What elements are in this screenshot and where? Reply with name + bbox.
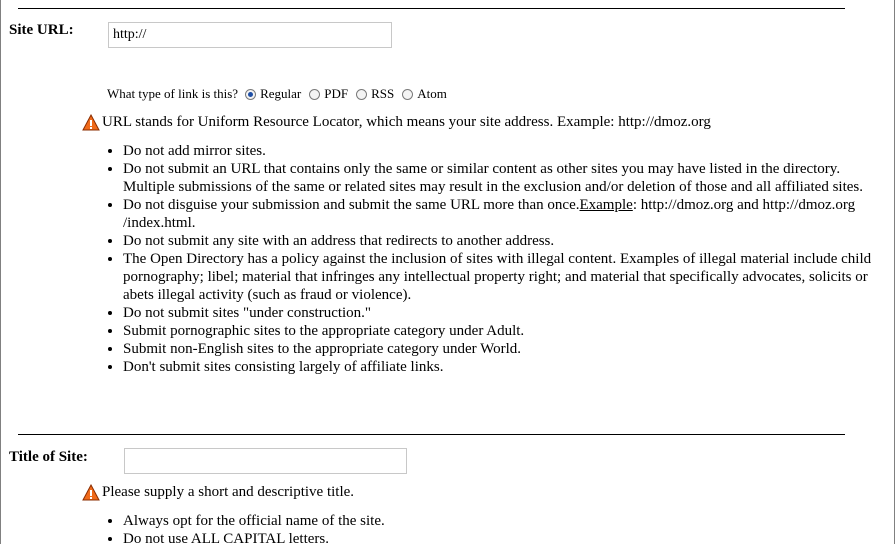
warning-icon: [82, 484, 100, 501]
radio-label-regular: Regular: [260, 86, 302, 101]
list-item: • Do not add mirror sites.: [123, 142, 873, 160]
site-url-label: Site URL:: [9, 22, 74, 38]
radio-option-regular[interactable]: [245, 86, 301, 102]
list-item: • The Open Directory has a policy against the inclusion of sites with illegal content. Examples of illegal material include child pornography; libel; material that infringes any intellectual property right; and material that specifically advocates, solicits or abets illegal activity (such as fraud or violence).: [123, 250, 873, 304]
section-divider-middle: [18, 434, 845, 435]
title-rules-list: [107, 512, 873, 548]
url-warning: [82, 114, 711, 131]
radio-atom[interactable]: [402, 89, 413, 100]
window-left-border: [0, 0, 1, 544]
list-item: [123, 196, 873, 232]
list-item: • Always opt for the official name of the site.: [123, 512, 873, 530]
url-warning-text: URL stands for Uniform Resource Locator, which means your site address. Example: http://dmoz.org: [102, 114, 711, 130]
radio-pdf[interactable]: [309, 89, 320, 100]
radio-option-rss[interactable]: [356, 86, 394, 102]
link-type-group: [107, 86, 451, 102]
radio-rss[interactable]: [356, 89, 367, 100]
list-item: • Do not use ALL CAPITAL letters.: [123, 530, 873, 548]
title-warning-text: Please supply a short and descriptive title.: [102, 484, 355, 500]
link-type-question: What type of link is this?: [107, 86, 239, 101]
list-item: • Submit non-English sites to the appropriate category under World.: [123, 340, 873, 358]
site-title-input[interactable]: [124, 448, 407, 474]
radio-label-atom: Atom: [417, 86, 447, 101]
list-item: • Submit pornographic sites to the appropriate category under Adult.: [123, 322, 873, 340]
radio-regular[interactable]: [245, 89, 256, 100]
rule-text: Do not disguise your submission and submit the same URL more than once.: [123, 197, 580, 213]
site-url-input[interactable]: [108, 22, 392, 48]
title-warning: [82, 484, 354, 501]
list-item: • Do not submit an URL that contains only the same or similar content as other sites you may have listed in the directory. Multiple submissions of the same or related sites may result in the exclusion and/or deletion of those and all affiliated sites.: [123, 160, 873, 196]
rule-text: : http://dmoz.org and http://dmoz.org /index.html.: [123, 197, 856, 231]
list-item: • Do not submit sites "under construction.": [123, 304, 873, 322]
url-rules-list: [107, 142, 873, 376]
radio-label-pdf: PDF: [324, 86, 349, 101]
list-item: • Do not submit any site with an address that redirects to another address.: [123, 232, 873, 250]
window-right-border: [894, 0, 895, 544]
radio-label-rss: RSS: [371, 86, 395, 101]
section-divider-top: [18, 8, 845, 9]
radio-option-atom[interactable]: [402, 86, 447, 102]
radio-option-pdf[interactable]: [309, 86, 348, 102]
example-link[interactable]: Example: [579, 197, 633, 213]
list-item: • Don't submit sites consisting largely of affiliate links.: [123, 358, 873, 376]
warning-icon: [82, 114, 100, 131]
site-title-label: Title of Site:: [9, 449, 88, 465]
